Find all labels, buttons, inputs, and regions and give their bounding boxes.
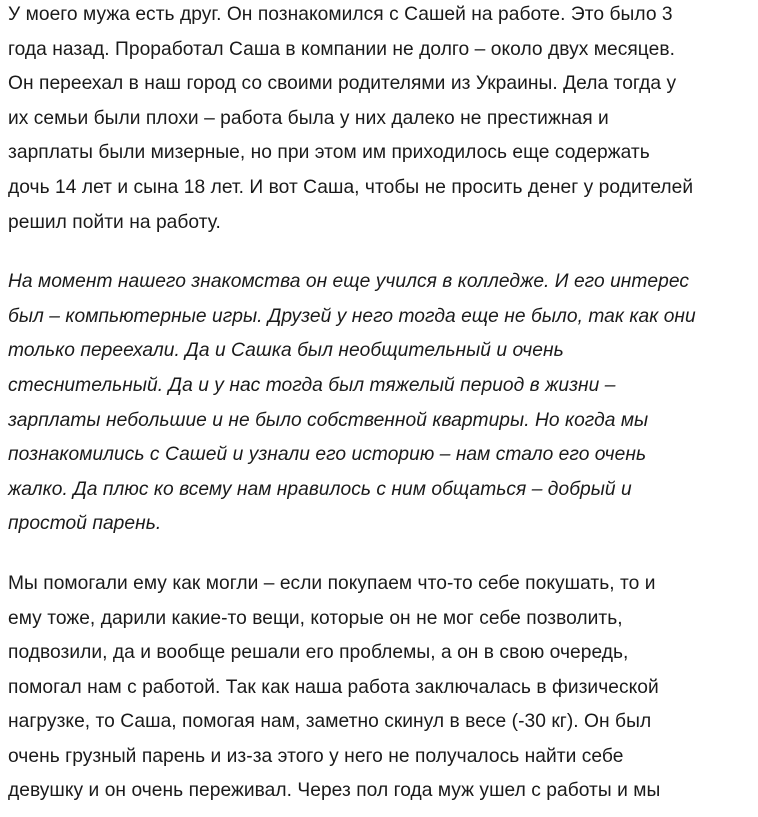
text-line: их семьи были плохи – работа была у них далеко не престижная и xyxy=(8,107,609,129)
text-line: познакомились с Сашей и узнали его историю – нам стало его очень xyxy=(8,444,647,466)
text-line: был – компьютерные игры. Друзей у него тогда еще не было, так как они xyxy=(8,305,696,327)
paragraph-3 xyxy=(8,567,756,809)
text-line: дочь 14 лет и сына 18 лет. И вот Саша, чтобы не просить денег у родителей xyxy=(8,176,694,198)
paragraph-2-quote xyxy=(8,265,756,542)
text-line: года назад. Проработал Саша в компании не долго – около двух месяцев. xyxy=(8,38,675,60)
text-line: Мы помогали ему как могли – если покупаем что-то себе покушать, то и xyxy=(8,572,656,594)
text-line: зарплаты были мизерные, но при этом им приходилось еще содержать xyxy=(8,142,650,164)
text-line: зарплаты небольшие и не было собственной квартиры. Но когда мы xyxy=(8,409,649,431)
text-line: решил пойти на работу. xyxy=(8,211,221,233)
text-line: На момент нашего знакомства он еще учился в колледже. И его интерес xyxy=(8,271,690,293)
text-line: стеснительный. Да и у нас тогда был тяжелый период в жизни – xyxy=(8,374,616,396)
text-line: девушку и он очень переживал. Через пол года муж ушел с работы и мы xyxy=(8,780,661,802)
text-line: очень грузный парень и из-за этого у него не получалось найти себе xyxy=(8,745,624,767)
text-line: простой парень. xyxy=(8,513,162,535)
text-line: только переехали. Да и Сашка был необщительный и очень xyxy=(8,340,564,362)
text-line: помогал нам с работой. Так как наша работа заключалась в физической xyxy=(8,676,659,698)
text-line: У моего мужа есть друг. Он познакомился с Сашей на работе. Это было 3 xyxy=(8,4,673,25)
text-line: жалко. Да плюс ко всему нам нравилось с ним общаться – добрый и xyxy=(8,478,632,500)
text-line: нагрузке, то Саша, помогая нам, заметно скинул в весе (-30 кг). Он был xyxy=(8,711,652,733)
text-line: ему тоже, дарили какие-то вещи, которые он не мог себе позволить, xyxy=(8,607,623,629)
text-line: подвозили, да и вообще решали его проблемы, а он в свою очередь, xyxy=(8,642,629,664)
paragraph-1 xyxy=(8,0,756,240)
text-line: Он переехал в наш город со своими родителями из Украины. Дела тогда у xyxy=(8,73,677,95)
article-body xyxy=(8,0,756,809)
